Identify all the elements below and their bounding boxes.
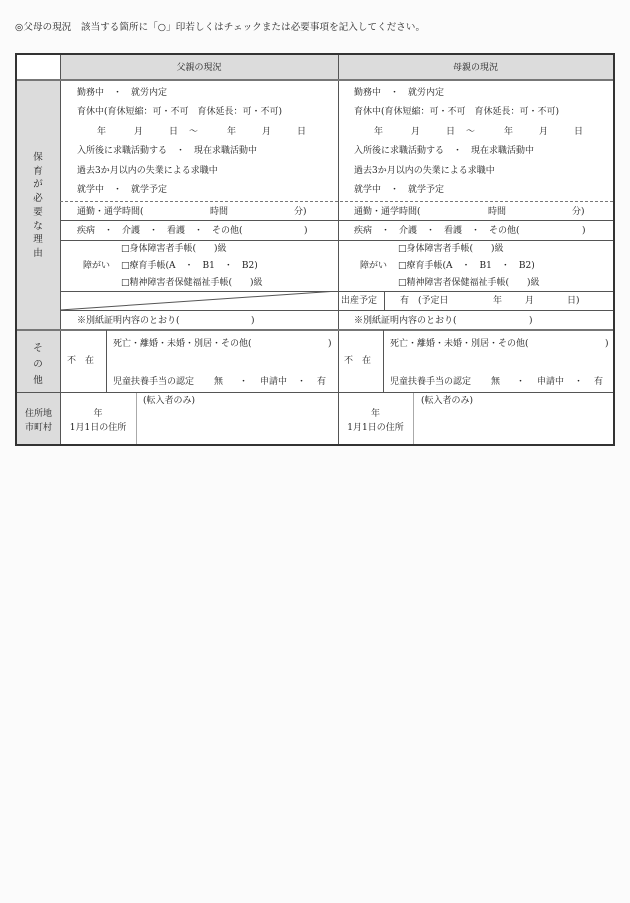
father-disability-item[interactable]: □身体障害者手帳( )級 <box>121 244 227 254</box>
father-allowance-yes[interactable]: 有 <box>317 377 327 387</box>
father-leave[interactable]: 育休中(育休短縮：可・不可 育休延長：可・不可) <box>77 107 283 117</box>
father-absent-reason[interactable]: 死亡・離婚・未婚・別居・その他( <box>113 339 252 349</box>
period-day: 日 <box>574 127 584 137</box>
separator-dot: ・ <box>297 377 307 387</box>
mother-disability-label: 障がい <box>360 261 388 271</box>
header-mother: 母親の現況 <box>452 63 498 73</box>
mother-address-note: (転入者のみ) <box>421 396 474 406</box>
mother-allowance-yes[interactable]: 有 <box>594 377 604 387</box>
father-address-date <box>60 407 136 435</box>
label-char: 保 <box>33 152 43 163</box>
mother-disability-item[interactable]: □身体障害者手帳( )級 <box>398 244 504 254</box>
label-char: 要 <box>33 206 43 218</box>
divider <box>60 240 613 241</box>
label-reason <box>31 151 45 261</box>
label-address <box>17 407 60 435</box>
period-month: 月 <box>134 127 144 137</box>
mother-allowance-applying[interactable]: 申請中 <box>537 377 565 387</box>
divider <box>383 330 384 392</box>
father-jobseek[interactable]: 入所後に求職活動する ・ 現在求職活動中 <box>77 146 258 156</box>
label-char: 理 <box>33 234 43 246</box>
divider <box>60 55 61 444</box>
mother-commute-hours: 時間 <box>488 207 507 217</box>
address-year[interactable]: 年 <box>93 409 103 419</box>
father-absent-reason-close: ) <box>328 339 332 349</box>
label-other <box>31 341 45 389</box>
period-month: 月 <box>411 127 421 137</box>
separator-dot: ・ <box>239 377 249 387</box>
father-disability-item[interactable]: □療育手帳(A ・ B1 ・ B2) <box>121 261 258 271</box>
mother-disability-item[interactable]: □精神障害者保健福祉手帳( )級 <box>398 278 540 288</box>
mother-commute-label: 通勤・通学時間( <box>354 207 421 217</box>
divider <box>338 55 339 444</box>
father-allowance-none[interactable]: 無 <box>214 377 224 387</box>
instruction-text: ◎父母の現況 該当する箇所に「○」印若しくはチェックまたは必要事項を記入してください。 <box>15 22 426 33</box>
parent-status-table <box>15 53 615 446</box>
period-day: 日 <box>446 127 456 137</box>
father-allowance-label: 児童扶養手当の認定 <box>113 377 195 387</box>
mother-commute-minutes: 分) <box>572 207 585 217</box>
father-care-close: ) <box>304 226 308 236</box>
label-address-line2: 市町村 <box>24 423 52 433</box>
divider <box>384 292 385 310</box>
period-tilde: ～ <box>466 127 476 137</box>
separator-dot: ・ <box>516 377 526 387</box>
label-char: の <box>33 359 43 370</box>
mother-study[interactable]: 就学中 ・ 就学予定 <box>354 185 445 195</box>
period-year: 年 <box>504 127 514 137</box>
mother-absent[interactable]: 不 在 <box>344 356 372 366</box>
mother-certificate-label[interactable]: ※別紙証明内容のとおり( <box>354 316 457 326</box>
mother-care-label[interactable]: 疾病 ・ 介護 ・ 看護 ・ その他( <box>354 226 520 236</box>
divider <box>17 79 613 81</box>
mother-care-close: ) <box>582 226 586 236</box>
father-certificate-close: ) <box>251 316 255 326</box>
divider <box>60 201 613 202</box>
father-allowance-applying[interactable]: 申請中 <box>260 377 288 387</box>
father-address-input[interactable] <box>137 407 337 443</box>
period-year: 年 <box>374 127 384 137</box>
mother-absent-reason-close: ) <box>605 339 609 349</box>
mother-address-input[interactable] <box>414 407 612 443</box>
address-year[interactable]: 年 <box>370 409 380 419</box>
mother-unemployed[interactable]: 過去3か月以内の失業による求職中 <box>354 166 495 176</box>
divider <box>106 330 107 392</box>
father-commute-label: 通勤・通学時間( <box>77 207 144 217</box>
father-study[interactable]: 就学中 ・ 就学予定 <box>77 185 168 195</box>
mother-jobseek[interactable]: 入所後に求職活動する ・ 現在求職活動中 <box>354 146 535 156</box>
mother-birth-month: 月 <box>525 296 535 306</box>
label-char: 育 <box>33 165 43 177</box>
mother-work[interactable]: 勤務中 ・ 就労内定 <box>354 88 445 98</box>
period-tilde: ～ <box>189 127 199 137</box>
father-disability-label: 障がい <box>83 261 111 271</box>
diagonal-slash <box>60 291 338 311</box>
address-date-label: 1月1日の住所 <box>69 423 127 433</box>
father-unemployed[interactable]: 過去3か月以内の失業による求職中 <box>77 166 218 176</box>
father-address-note: (転入者のみ) <box>143 396 196 406</box>
period-day: 日 <box>297 127 307 137</box>
period-year: 年 <box>97 127 107 137</box>
father-commute-hours: 時間 <box>210 207 229 217</box>
father-commute-minutes: 分) <box>294 207 307 217</box>
father-absent[interactable]: 不 在 <box>67 356 95 366</box>
label-char: 由 <box>33 247 43 259</box>
period-month: 月 <box>539 127 549 137</box>
divider <box>17 392 613 393</box>
label-char: 必 <box>33 193 43 205</box>
father-disability-item[interactable]: □精神障害者保健福祉手帳( )級 <box>121 278 263 288</box>
mother-disability-item[interactable]: □療育手帳(A ・ B1 ・ B2) <box>398 261 535 271</box>
mother-birth-day: 日) <box>567 296 580 306</box>
mother-birth-label: 出産予定 <box>341 296 378 306</box>
label-char: な <box>33 220 43 232</box>
mother-certificate-close: ) <box>529 316 533 326</box>
header-father: 父親の現況 <box>176 63 222 73</box>
mother-allowance-label: 児童扶養手当の認定 <box>390 377 472 387</box>
address-date-label: 1月1日の住所 <box>347 423 404 433</box>
mother-absent-reason[interactable]: 死亡・離婚・未婚・別居・その他( <box>390 339 529 349</box>
mother-leave[interactable]: 育休中(育休短縮：可・不可 育休延長：可・不可) <box>354 107 560 117</box>
mother-allowance-none[interactable]: 無 <box>491 377 501 387</box>
period-day: 日 <box>169 127 179 137</box>
period-year: 年 <box>227 127 237 137</box>
divider <box>60 220 613 221</box>
label-char: が <box>33 179 43 191</box>
father-work[interactable]: 勤務中 ・ 就労内定 <box>77 88 168 98</box>
mother-birth-value[interactable]: 有 (予定日 <box>400 296 449 306</box>
label-char: そ <box>33 343 43 354</box>
mother-address-date <box>338 407 413 435</box>
period-month: 月 <box>262 127 272 137</box>
label-address-line1: 住所地 <box>24 409 52 419</box>
mother-birth-year: 年 <box>493 296 503 306</box>
father-certificate-label[interactable]: ※別紙証明内容のとおり( <box>77 316 180 326</box>
separator-dot: ・ <box>574 377 584 387</box>
father-care-label[interactable]: 疾病 ・ 介護 ・ 看護 ・ その他( <box>77 226 243 236</box>
label-char: 他 <box>33 375 43 386</box>
